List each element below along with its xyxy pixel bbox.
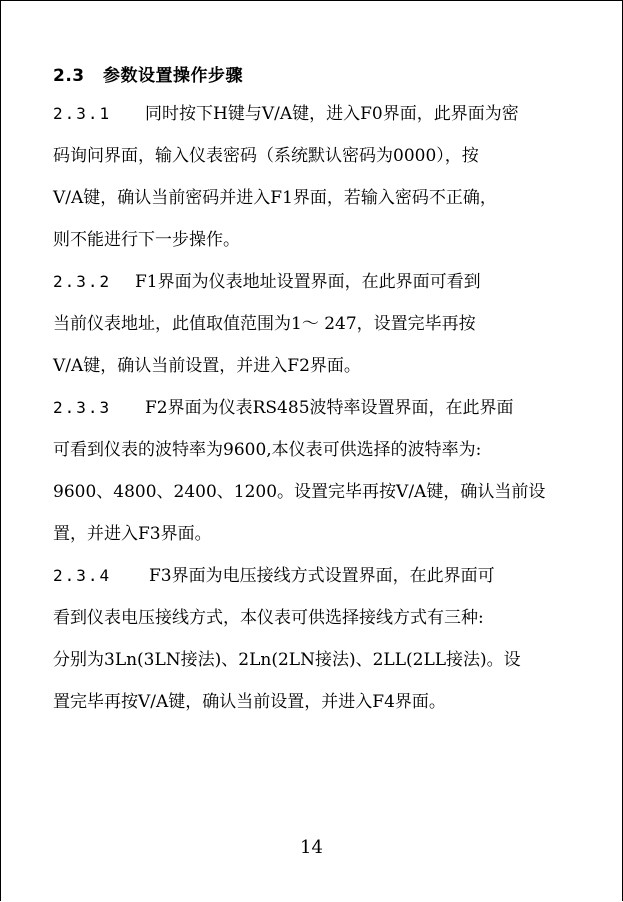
section-heading (53, 61, 583, 91)
paragraph-line: 则不能进行下一步操作。 (53, 230, 240, 250)
paragraph-text: F3界面为电压接线方式设置界面，在此界面可 (149, 566, 495, 586)
paragraph-number: 2.3.3 (53, 398, 112, 417)
paragraph-line (53, 387, 583, 429)
paragraph-text: F2界面为仪表RS485波特率设置界面，在此界面 (145, 398, 514, 418)
paragraph-number: 2.3.2 (53, 272, 112, 291)
paragraph-line (53, 261, 583, 303)
paragraph-line: 看到仪表电压接线方式，本仪表可供选择接线方式有三种: (53, 608, 484, 628)
paragraph-line: 当前仪表地址，此值取值范围为1～ 247，设置完毕再按 (53, 314, 476, 334)
paragraph-2-3-4 (53, 555, 583, 723)
paragraph-line: 9600、4800、2400、1200。设置完毕再按V/A键，确认当前设 (53, 482, 546, 502)
paragraph-line: 置完毕再按V/A键，确认当前设置，并进入F4界面。 (53, 692, 446, 712)
paragraph-line: 分别为3Ln(3LN接法)、2Ln(2LN接法)、2LL(2LL接法)。设 (53, 650, 521, 670)
paragraph-line: 码询问界面，输入仪表密码（系统默认密码为0000），按 (53, 146, 479, 166)
paragraph-line: 置，并进入F3界面。 (53, 524, 212, 544)
page-number: 14 (300, 837, 323, 858)
paragraph-line: 可看到仪表的波特率为9600,本仪表可供选择的波特率为: (53, 440, 482, 460)
section-title: 参数设置操作步骤 (103, 66, 243, 86)
paragraph-2-3-2 (53, 261, 583, 387)
paragraph-2-3-3 (53, 387, 583, 555)
page-content (53, 61, 583, 723)
paragraph-line (53, 555, 583, 597)
paragraph-text: F1界面为仪表地址设置界面，在此界面可看到 (135, 272, 481, 292)
paragraph-line (53, 93, 583, 135)
section-number: 2.3 (53, 66, 85, 86)
paragraph-number: 2.3.1 (53, 104, 112, 123)
paragraph-text: 同时按下H键与V/A键，进入F0界面，此界面为密 (145, 104, 519, 124)
paragraph-line: V/A键，确认当前设置，并进入F2界面。 (53, 356, 361, 376)
paragraph-2-3-1 (53, 93, 583, 261)
paragraph-number: 2.3.4 (53, 566, 112, 585)
paragraph-line: V/A键，确认当前密码并进入F1界面，若输入密码不正确， (53, 188, 497, 208)
